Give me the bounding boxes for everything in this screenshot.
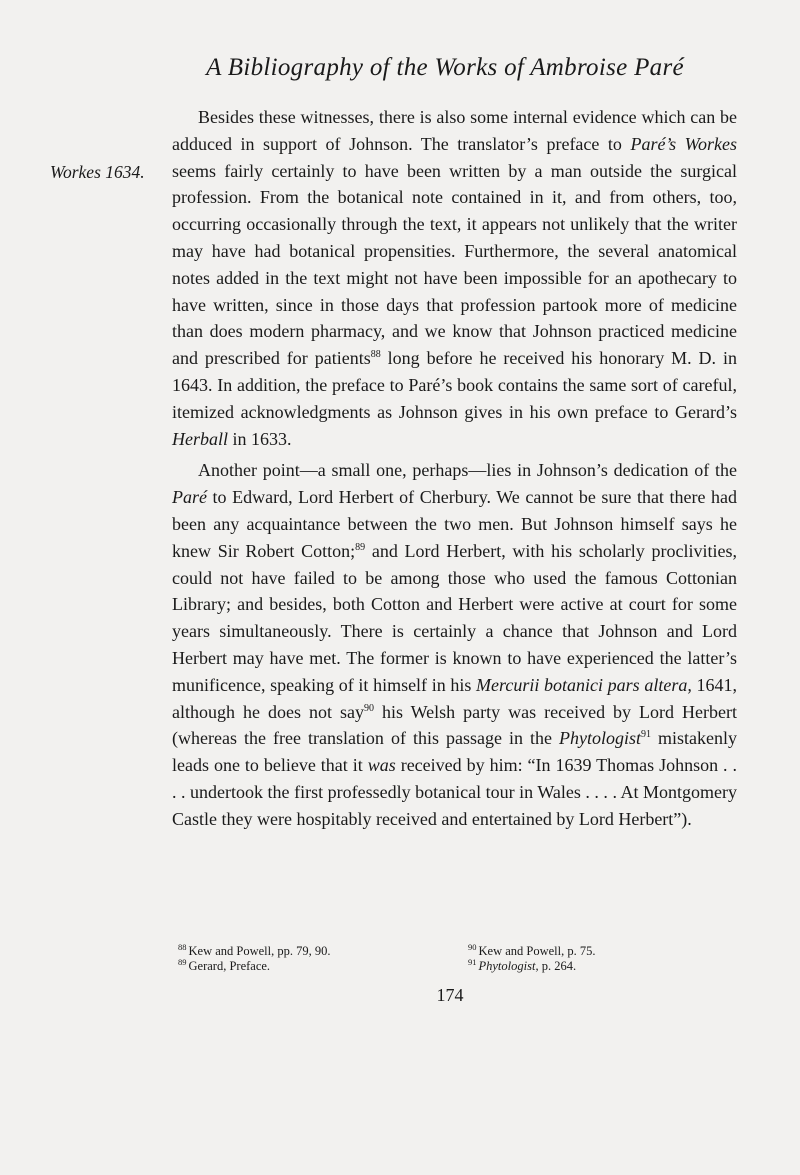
footnote-number: 90 bbox=[468, 941, 477, 952]
p2-text-5: his Welsh party was received by Lord Herbert (whereas the free translation of this passage in the bbox=[172, 701, 737, 749]
paragraph-2 bbox=[172, 457, 737, 832]
footnote-italic: Phytologist, bbox=[478, 959, 539, 973]
footnote-ref-90[interactable]: 90 bbox=[363, 702, 374, 714]
p2-text-1: Another point—a small one, perhaps—lies in Johnson’s dedication of the bbox=[198, 460, 737, 481]
p2-italic-pare: Paré bbox=[172, 487, 207, 508]
footnote-number: 88 bbox=[178, 941, 187, 952]
p1-text-4: in 1633. bbox=[228, 428, 292, 449]
footnote-text: Gerard, Preface. bbox=[188, 959, 271, 973]
p2-italic-was: was bbox=[367, 755, 396, 776]
footnote-number: 91 bbox=[468, 956, 477, 967]
body-text bbox=[172, 104, 737, 833]
p2-text-3: and Lord Herbert, with his scholarly proclivities, could not have failed to be among those who used the famous Cottonian Library; and besides, both Cotton and Herbert were active at court for some years simultaneously. There is certainly a chance that Johnson and Lord Herbert may have met. The former is known to have experienced the latter’s munificence, speaking of it himself in his bbox=[172, 540, 737, 695]
footnote-ref-89[interactable]: 89 bbox=[355, 541, 366, 553]
p1-text-3: long before he received his honorary M. D. in 1643. In addition, the preface to Paré’s book contains the same sort of careful, itemized acknowledgments as Johnson gives in his own preface to Gerard’s bbox=[172, 348, 737, 422]
footnotes-right-column bbox=[458, 941, 738, 974]
p2-text-4: 1641, although he does not say bbox=[172, 674, 738, 722]
footnote-number: 89 bbox=[178, 956, 187, 967]
p1-italic-workes: Workes bbox=[684, 133, 737, 154]
footnote-91 bbox=[468, 956, 738, 974]
p1-italic-pare: Paré’s bbox=[630, 133, 685, 154]
footnotes bbox=[178, 941, 738, 974]
p1-text-2: seems fairly certainly to have been written by a man outside the surgical profession. From the botanical note contained in it, and from others, too, occurring occasionally through the text, it appears not unlikely that the writer may have had botanical propensities. Furthermore, the several anatomical notes added in the text might not have been impossible for an apothecary to have written, since in those days that profession partook more of medicine than does modern pharmacy, and we know that Johnson practiced medicine and prescribed for patients bbox=[172, 160, 737, 369]
p2-text-7: received by him: “In 1639 Thomas Johnson . . . . undertook the first professedly botanical tour in Wales . . . . At Montgomery Castle they were hospitably received and entertained by Lord Herbert”). bbox=[172, 755, 738, 829]
p2-italic-phytologist: Phytologist bbox=[558, 728, 641, 749]
footnote-89 bbox=[178, 956, 448, 974]
page-number: 174 bbox=[436, 985, 464, 1005]
p2-text-2: to Edward, Lord Herbert of Cherbury. We cannot be sure that there had been any acquaintance between the two men. But Johnson himself says he knew Sir Robert Cotton; bbox=[172, 487, 737, 561]
running-title: A Bibliography of the Works of Ambroise Paré bbox=[206, 54, 684, 81]
footnote-ref-88[interactable]: 88 bbox=[370, 349, 381, 361]
margin-note: Workes 1634. bbox=[50, 162, 145, 182]
footnote-text: Kew and Powell, p. 75. bbox=[478, 944, 596, 958]
paragraph-1 bbox=[172, 104, 737, 452]
p2-text-6: mistakenly leads one to believe that it bbox=[172, 728, 737, 776]
p1-text-1: Besides these witnesses, there is also some internal evidence which can be adduced in support of Johnson. The translator’s preface to bbox=[172, 107, 737, 154]
p2-italic-mercurii: Mercurii botanici pars altera, bbox=[476, 674, 692, 695]
footnote-88 bbox=[178, 941, 448, 959]
footnote-text: Kew and Powell, pp. 79, 90. bbox=[188, 944, 331, 958]
footnote-text: p. 264. bbox=[538, 959, 577, 973]
footnotes-left-column bbox=[178, 941, 448, 974]
footnote-ref-91[interactable]: 91 bbox=[640, 729, 651, 741]
footnote-90 bbox=[468, 941, 738, 959]
p1-italic-herball: Herball bbox=[172, 428, 228, 449]
